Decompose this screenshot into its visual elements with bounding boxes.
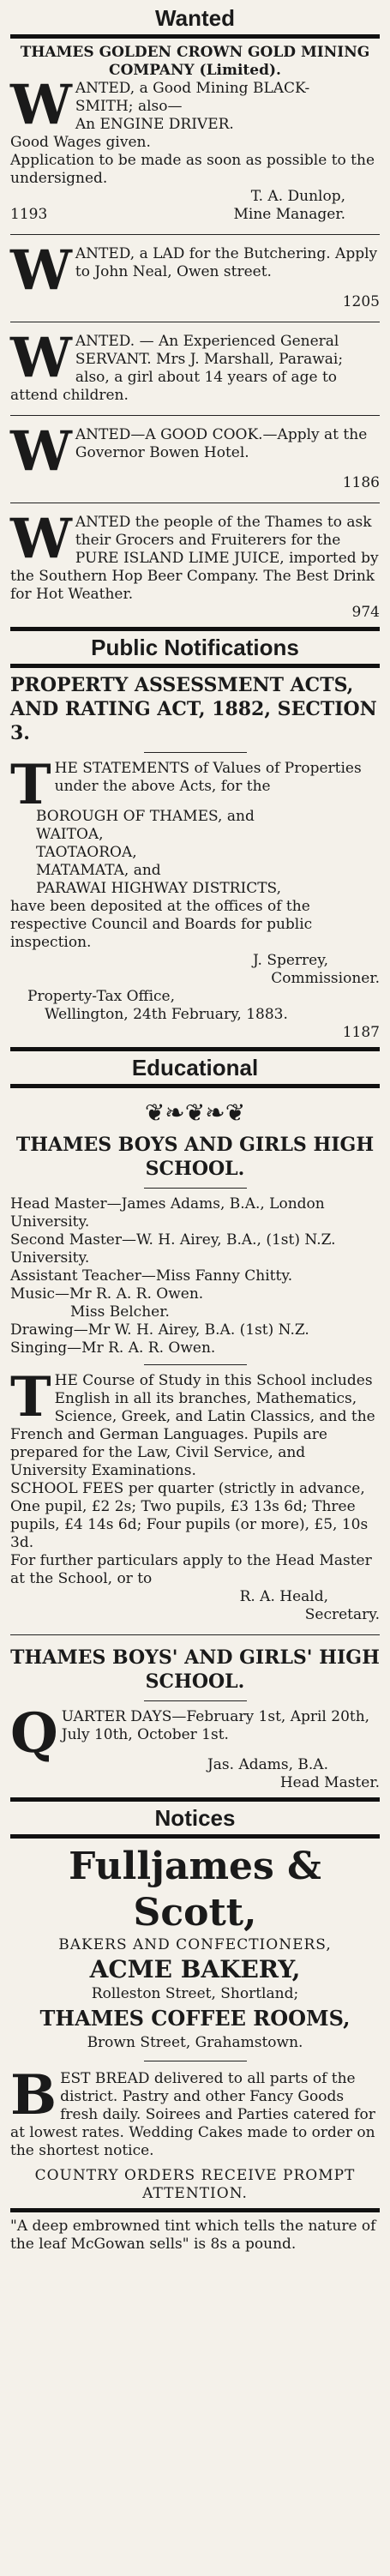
- ad-mcgowan-tea: [10, 2212, 380, 2259]
- drop-cap: T: [10, 753, 51, 817]
- ad-role: Secretary.: [304, 1606, 380, 1623]
- staff-line: Music—Mr R. A. R. Owen.: [10, 1285, 204, 1303]
- ad-role: Head Master.: [279, 1774, 380, 1791]
- trade-line: BAKERS AND CONFECTIONERS,: [58, 1936, 332, 1953]
- address-line: Rolleston Street, Shortland;: [91, 1985, 299, 2002]
- ad-number: 1205: [342, 293, 380, 310]
- ad-golden-crown: [10, 39, 380, 229]
- drop-cap: W: [10, 73, 72, 137]
- fees-text: SCHOOL FEES per quarter (strictly in advance, One pupil, £2 2s; Two pupils, £3 13s 6d; Three pupils, £4 14s 6d; Four pupils (or more), £5, 10s 3d.: [10, 1480, 369, 1551]
- ad-number: 974: [351, 604, 380, 621]
- ad-high-school: [10, 1088, 380, 1629]
- notice-body: HE STATEMENTS of Values of Properties under the above Acts, for the: [54, 760, 362, 795]
- divider: [10, 1634, 380, 1635]
- ad-line: An ENGINE DRIVER.: [75, 116, 234, 133]
- firm-name: Fulljames & Scott,: [69, 1845, 321, 1935]
- notice-property-assessment: [10, 668, 380, 1047]
- divider: [10, 234, 380, 235]
- staff-line: Head Master—James Adams, B.A., London University.: [10, 1195, 325, 1231]
- divider: [144, 1364, 247, 1365]
- bakery-name: ACME BAKERY,: [89, 1955, 301, 1983]
- quarter-text: UARTER DAYS—February 1st, April 20th, July 10th, October 1st.: [61, 1708, 370, 1743]
- further-text: For further particulars apply to the Head Master at the School, or to: [10, 1552, 372, 1587]
- drop-cap: W: [10, 419, 72, 484]
- ad-number: 1186: [342, 474, 380, 491]
- divider: [144, 752, 247, 753]
- notice-title: PROPERTY ASSESSMENT ACTS, AND RATING ACT, 1882, SECTION 3.: [10, 674, 377, 744]
- bread-text: EST BREAD delivered to all parts of the district. Pastry and other Fancy Goods fresh daily. Soirees and Parties catered for at lowest rates. Wedding Cakes made to order on the shortest notice.: [10, 2070, 375, 2159]
- country-orders: COUNTRY ORDERS RECEIVE PROMPT ATTENTION.: [34, 2167, 356, 2202]
- drop-cap: B: [10, 2063, 57, 2128]
- ad-line: ANTED, a Good Mining BLACK-: [75, 80, 310, 97]
- notice-number: 1187: [342, 1024, 380, 1041]
- newspaper-column: [10, 0, 380, 2259]
- ad-general-servant: [10, 328, 380, 410]
- ad-signer: Jas. Adams, B.A.: [207, 1756, 328, 1773]
- ad-fulljames-scott: [10, 1839, 380, 2208]
- ad-line: Good Wages given.: [10, 134, 151, 151]
- notice-role: Commissioner.: [271, 970, 380, 987]
- notice-signer: J. Sperrey,: [253, 952, 328, 969]
- ad-title: THAMES GOLDEN CROWN GOLD MINING COMPANY (Limited).: [20, 44, 370, 79]
- section-heading-wanted: Wanted: [155, 5, 235, 31]
- section-heading-notices: Notices: [154, 1805, 236, 1831]
- notice-office: Property-Tax Office,: [27, 988, 176, 1005]
- district: BOROUGH OF THAMES, and: [36, 808, 255, 825]
- ad-body: ANTED, a LAD for the Butchering. Apply to John Neal, Owen street.: [75, 245, 378, 280]
- drop-cap: W: [10, 507, 72, 571]
- ad-lime-juice: [10, 509, 380, 627]
- section-heading-public: Public Notifications: [91, 635, 299, 660]
- address-line: Brown Street, Grahamstown.: [87, 2034, 303, 2051]
- coffee-rooms: THAMES COFFEE ROOMS,: [39, 2006, 351, 2031]
- staff-line: Assistant Teacher—Miss Fanny Chitty.: [10, 1267, 293, 1285]
- staff-line: Drawing—Mr W. H. Airey, B.A. (1st) N.Z.: [10, 1321, 309, 1339]
- district: TAOTAOROA,: [36, 844, 137, 861]
- drop-cap: T: [10, 1365, 51, 1429]
- school-title: THAMES BOYS' AND GIRLS' HIGH SCHOOL.: [10, 1646, 380, 1693]
- staff-line: Miss Belcher.: [70, 1303, 170, 1321]
- staff-line: Second Master—W. H. Airey, B.A., (1st) N.Z. University.: [10, 1231, 336, 1267]
- district: PARAWAI HIGHWAY DISTRICTS,: [36, 880, 281, 897]
- ad-line: SMITH; also—: [75, 98, 183, 115]
- notice-date: Wellington, 24th February, 1883.: [45, 1006, 288, 1023]
- staff-line: Singing—Mr R. A. R. Owen.: [10, 1339, 216, 1357]
- ad-quarter-days: [10, 1640, 380, 1797]
- ad-butcher-lad: [10, 240, 380, 316]
- divider: [10, 415, 380, 416]
- section-heading-educational: Educational: [131, 1055, 259, 1080]
- ad-role: Mine Manager.: [233, 206, 345, 223]
- ad-number: 1193: [10, 206, 48, 223]
- drop-cap: W: [10, 326, 72, 390]
- school-title: THAMES BOYS AND GIRLS HIGH SCHOOL.: [15, 1134, 375, 1180]
- ad-good-cook: [10, 421, 380, 497]
- district: WAITOA,: [36, 826, 104, 843]
- ornament-icon: ❦❧❦❧❦: [144, 1098, 246, 1127]
- district: MATAMATA, and: [36, 862, 161, 879]
- course-text: HE Course of Study in this School includes English in all its branches, Mathematics, Science, Greek, and Latin Classics, and the French and German Languages. Pupils are prepared for the Law, Civil Service, and University Examinations.: [10, 1372, 375, 1479]
- drop-cap: W: [10, 238, 72, 303]
- ad-body: ANTED—A GOOD COOK.—Apply at the Governor Bowen Hotel.: [75, 426, 368, 461]
- quote-text: "A deep embrowned tint which tells the nature of the leaf McGowan sells" is 8s a pound.: [10, 2218, 376, 2253]
- ad-signer: R. A. Heald,: [239, 1588, 328, 1605]
- divider: [144, 1188, 247, 1189]
- drop-cap: Q: [10, 1701, 58, 1766]
- ad-signer: T. A. Dunlop,: [250, 188, 345, 205]
- ad-body: ANTED the people of the Thames to ask their Grocers and Fruiterers for the PURE ISLAND LIME JUICE, imported by the Southern Hop Beer Company. The Best Drink for Hot Weather.: [10, 514, 379, 603]
- ad-body: Application to be made as soon as possible to the undersigned.: [10, 152, 375, 187]
- divider: [144, 1700, 247, 1701]
- ad-body: ANTED. — An Experienced General SERVANT. Mrs J. Marshall, Parawai; also, a girl about 14 years of age to attend children.: [10, 333, 344, 404]
- notice-body: have been deposited at the offices of the respective Council and Boards for public inspection.: [10, 898, 313, 951]
